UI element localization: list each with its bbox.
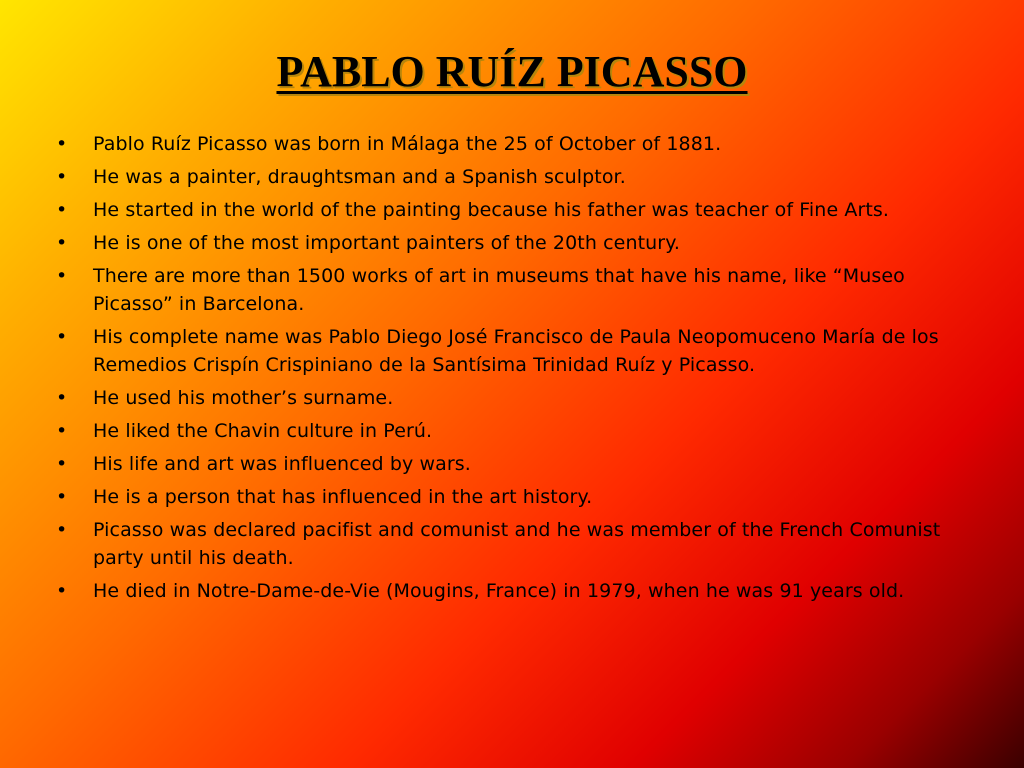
bullet-item [56, 417, 956, 445]
bullet-item [56, 262, 956, 318]
bullet-item [56, 516, 956, 572]
bullet-marker: • [56, 387, 68, 409]
bullet-text: He used his mother’s surname. [93, 387, 394, 409]
bullet-item [56, 229, 956, 257]
slide-title: PABLO RUÍZ PICASSO [276, 47, 748, 96]
bullet-marker: • [56, 133, 68, 155]
bullet-marker: • [56, 486, 68, 508]
bullet-text: He died in Notre-Dame-de-Vie (Mougins, France) in 1979, when he was 91 years old. [93, 580, 905, 602]
bullet-marker: • [56, 166, 68, 188]
bullet-item [56, 384, 956, 412]
bullet-text: There are more than 1500 works of art in museums that have his name, like “Museo Picasso” in Barcelona. [93, 265, 905, 315]
bullet-item [56, 577, 956, 605]
bullet-marker: • [56, 420, 68, 442]
bullet-item [56, 163, 956, 191]
bullet-item [56, 196, 956, 224]
bullet-text: Pablo Ruíz Picasso was born in Málaga the 25 of October of 1881. [93, 133, 722, 155]
bullet-item [56, 323, 956, 379]
bullet-marker: • [56, 265, 68, 287]
bullet-marker: • [56, 232, 68, 254]
bullet-list [56, 130, 956, 610]
bullet-text: He is one of the most important painters of the 20th century. [93, 232, 680, 254]
bullet-text: Picasso was declared pacifist and comunist and he was member of the French Comunist party until his death. [93, 519, 941, 569]
bullet-text: He liked the Chavin culture in Perú. [93, 420, 433, 442]
bullet-text: He was a painter, draughtsman and a Spanish sculptor. [93, 166, 626, 188]
bullet-marker: • [56, 519, 68, 541]
bullet-item [56, 450, 956, 478]
bullet-text: His life and art was influenced by wars. [93, 453, 471, 475]
bullet-marker: • [56, 326, 68, 348]
bullet-item [56, 483, 956, 511]
bullet-marker: • [56, 453, 68, 475]
bullet-text: He started in the world of the painting because his father was teacher of Fine Arts. [93, 199, 890, 221]
bullet-text: He is a person that has influenced in the art history. [93, 486, 593, 508]
bullet-marker: • [56, 580, 68, 602]
bullet-marker: • [56, 199, 68, 221]
bullet-item [56, 130, 956, 158]
bullet-text: His complete name was Pablo Diego José Francisco de Paula Neopomuceno María de los Remedios Crispín Crispiniano de la Santísima Trinidad Ruíz y Picasso. [93, 326, 939, 376]
